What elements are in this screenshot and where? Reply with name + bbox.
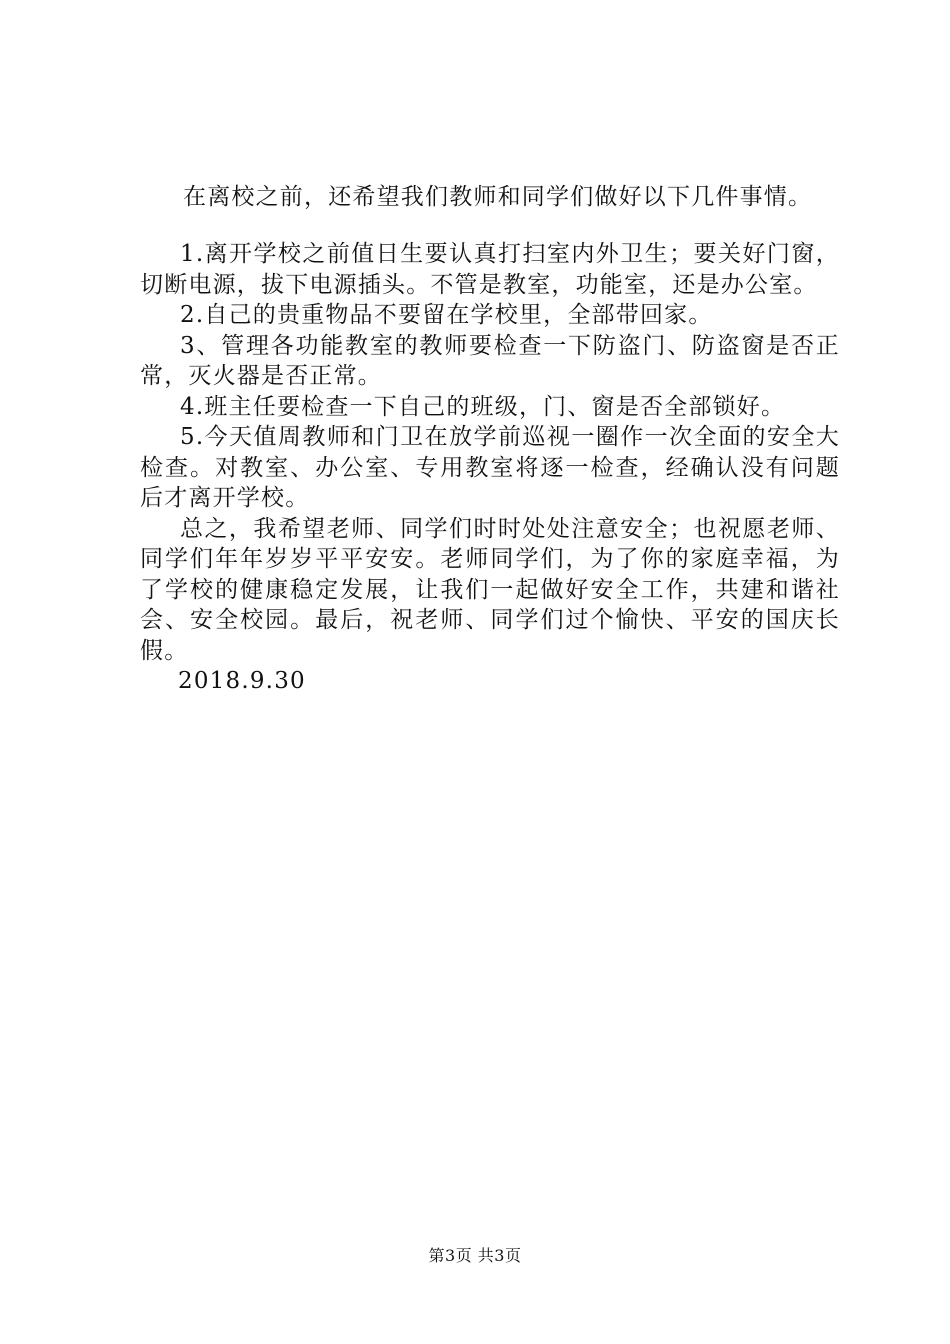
list-item-belongings: 2.自己的贵重物品不要留在学校里，全部带回家。: [180, 302, 713, 328]
list-item-security-check: 3、管理各功能教室的教师要检查一下防盗门、防盗窗是否正常，灭火器是否正常。: [140, 332, 840, 389]
list-item-patrol: 5.今天值周教师和门卫在放学前巡视一圈作一次全面的安全大检查。对教室、办公室、专用教室将逐一检查，经确认没有问题后才离开学校。: [140, 424, 840, 511]
page-footer: 第3页 共3页: [428, 1246, 522, 1265]
closing-paragraph: 总之，我希望老师、同学们时时处处注意安全；也祝愿老师、同学们年年岁岁平平安安。老师同学们，为了你的家庭幸福，为了学校的健康稳定发展，让我们一起做好安全工作，共建和谐社会、安全校园。最后，祝老师、同学们过个愉快、平安的国庆长假。: [140, 515, 840, 664]
document-date: 2018.9.30: [178, 668, 306, 694]
list-item-class-lock: 4.班主任要检查一下自己的班级，门、窗是否全部锁好。: [180, 393, 786, 420]
intro-line: 在离校之前，还希望我们教师和同学们做好以下几件事情。: [183, 184, 813, 210]
list-item-cleaning: 1.离开学校之前值日生要认真打扫室内外卫生；要关好门窗，切断电源，拔下电源插头。不管是教室，功能室，还是办公室。: [140, 241, 840, 298]
document-body: [140, 239, 840, 697]
